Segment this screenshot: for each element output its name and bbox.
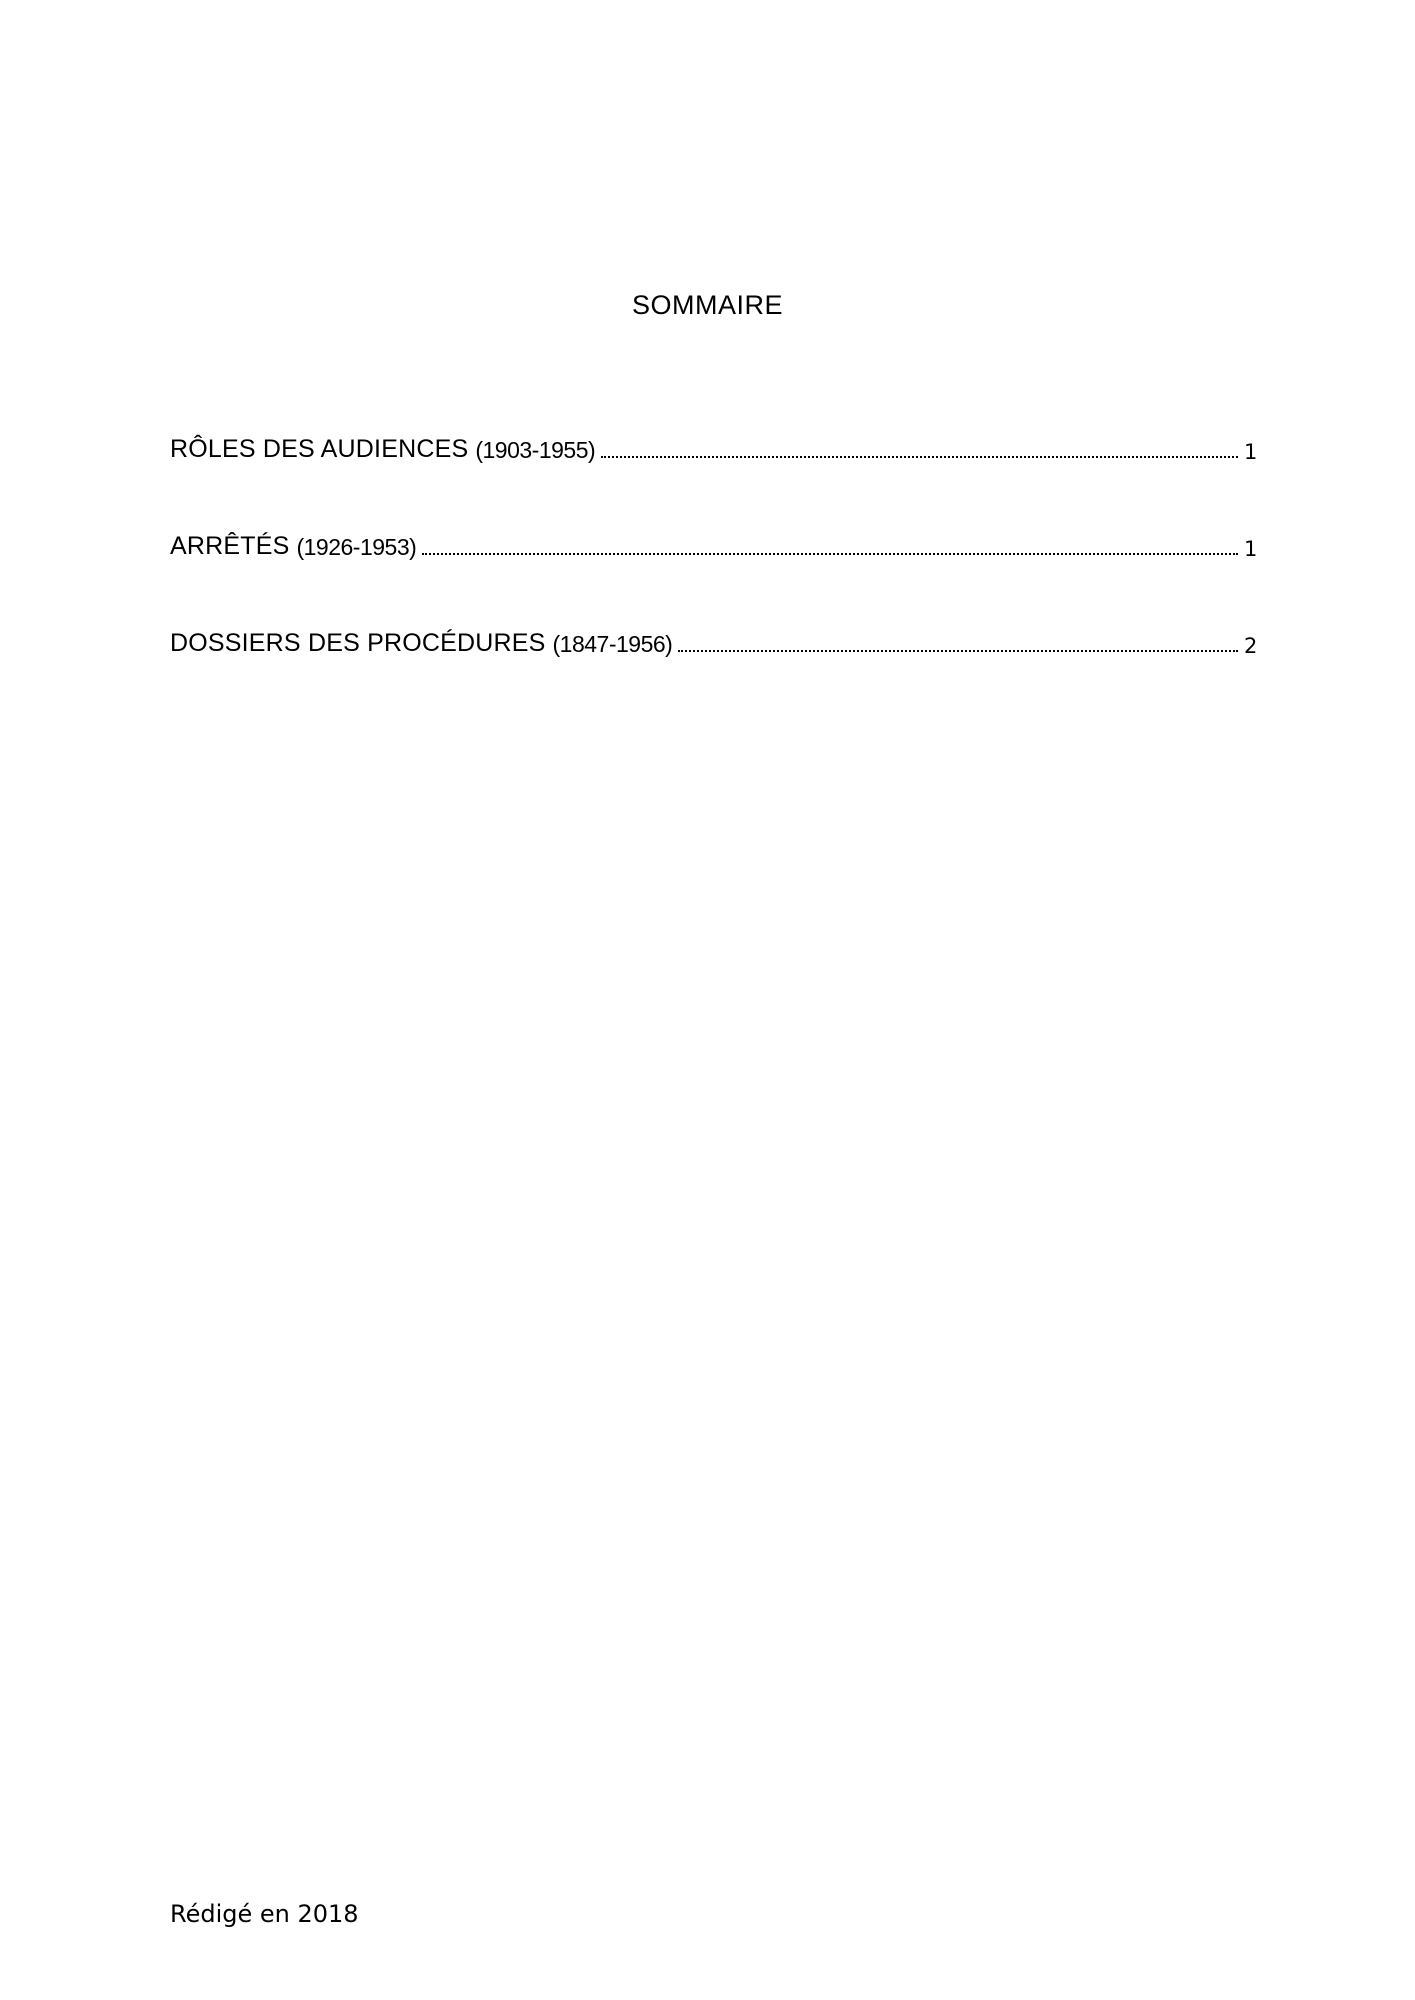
toc-entry-dossiers-des-procedures[interactable] [170,624,1256,658]
toc-entry-page-number: 2 [1244,634,1258,658]
toc-entry-title: DOSSIERS DES PROCÉDURES [170,629,546,657]
toc-entry-roles-des-audiences[interactable] [170,430,1256,464]
footer-note: Rédigé en 2018 [170,1900,359,1928]
toc-entry-dates: (1847-1956) [552,631,673,657]
toc-entry-dates: (1903-1955) [475,437,596,463]
toc-entry-dates: (1926-1953) [296,534,417,560]
toc-entry-page-number: 1 [1244,537,1258,561]
toc-dot-leader [422,553,1238,555]
toc-dot-leader [601,456,1238,458]
toc-entry-title: RÔLES DES AUDIENCES [170,435,469,463]
page-title: SOMMAIRE [631,290,783,320]
toc-entry-arretes[interactable] [170,527,1256,561]
toc-dot-leader [678,650,1238,652]
toc-entry-page-number: 1 [1244,440,1258,464]
toc-entry-title: ARRÊTÉS [170,532,290,560]
